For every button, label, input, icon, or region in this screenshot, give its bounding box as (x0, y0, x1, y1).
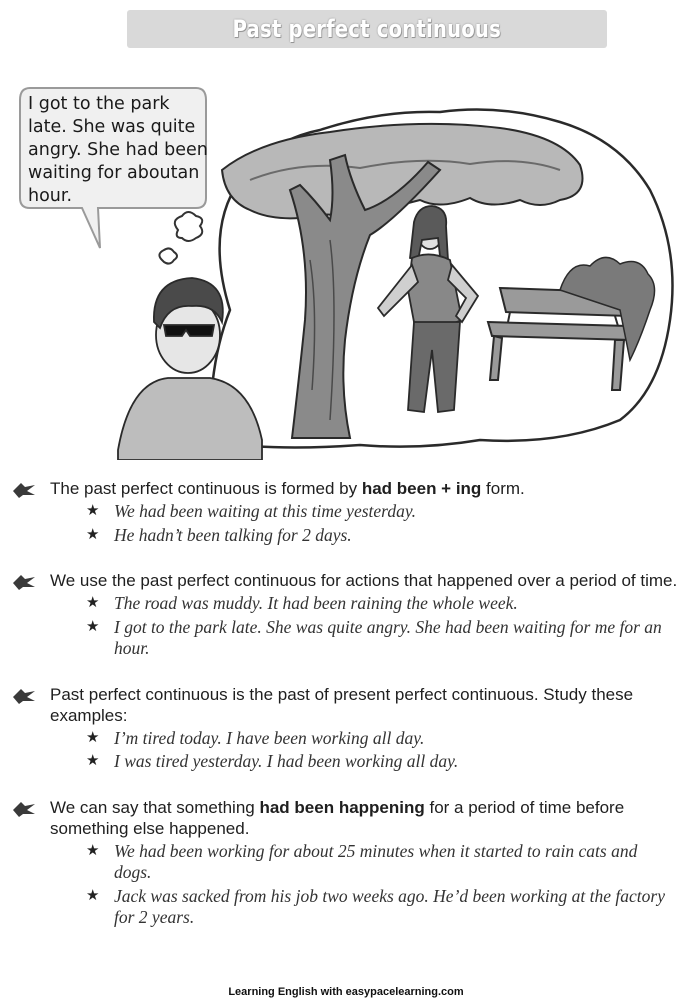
star-icon: ★ (86, 729, 100, 746)
rule-section-sequence (0, 797, 692, 929)
quill-bullet-icon (11, 481, 37, 499)
example-list (50, 728, 678, 773)
rule-text: We can say that something had been happening for a period of time before something else happened. (50, 797, 625, 838)
star-icon: ★ (86, 842, 100, 859)
rule-section-usage (0, 570, 692, 660)
grammar-content (0, 478, 692, 931)
rule-highlight: had been + ing (361, 479, 482, 498)
speech-bubble-text: I got to the park late. She was quite angry. She had been waiting for aboutan hour. (28, 94, 208, 206)
page-title: Past perfect continuous (232, 15, 502, 43)
example-list (50, 501, 678, 546)
quill-bullet-icon (11, 573, 37, 591)
star-icon: ★ (86, 526, 100, 543)
thought-clouds (159, 212, 202, 264)
star-icon: ★ (86, 887, 100, 904)
rule-text: Past perfect continuous is the past of present perfect continuous. Study these examples: (50, 684, 634, 725)
star-icon: ★ (86, 503, 100, 519)
example-item: ★ Jack was sacked from his job two weeks ago. He’d been working at the factory for 2 years. (86, 885, 665, 927)
example-item: ★ I was tired yesterday. I had been working all day. (86, 751, 459, 771)
example-item: ★ We had been working for about 25 minutes when it started to rain cats and dogs. (86, 840, 638, 882)
example-list (50, 841, 678, 929)
rule-section-formation (0, 478, 692, 546)
example-item: ★ The road was muddy. It had been raining the whole week. (86, 593, 518, 613)
rule-text: We use the past perfect continuous for actions that happened over a period of time. (50, 571, 678, 590)
example-item: ★ We had been waiting at this time yesterday. (86, 501, 416, 521)
example-item: ★ I’m tired today. I have been working all day. (86, 727, 425, 748)
example-item: ★ I got to the park late. She was quite angry. She had been waiting for me for an hour. (86, 616, 662, 658)
rule-highlight: had been happening (259, 797, 425, 817)
quill-bullet-icon (11, 687, 37, 705)
title-banner (127, 10, 607, 48)
rule-section-relation (0, 684, 692, 773)
example-item: ★ He hadn’t been talking for 2 days. (86, 524, 352, 545)
rule-text: The past perfect continuous is formed by had been + ing form. (50, 479, 525, 498)
quill-bullet-icon (11, 800, 37, 818)
star-icon: ★ (86, 595, 100, 611)
footer-credit: Learning English with easypacelearning.com (228, 986, 464, 998)
example-list (50, 593, 678, 660)
star-icon: ★ (86, 753, 100, 769)
star-icon: ★ (86, 618, 100, 635)
